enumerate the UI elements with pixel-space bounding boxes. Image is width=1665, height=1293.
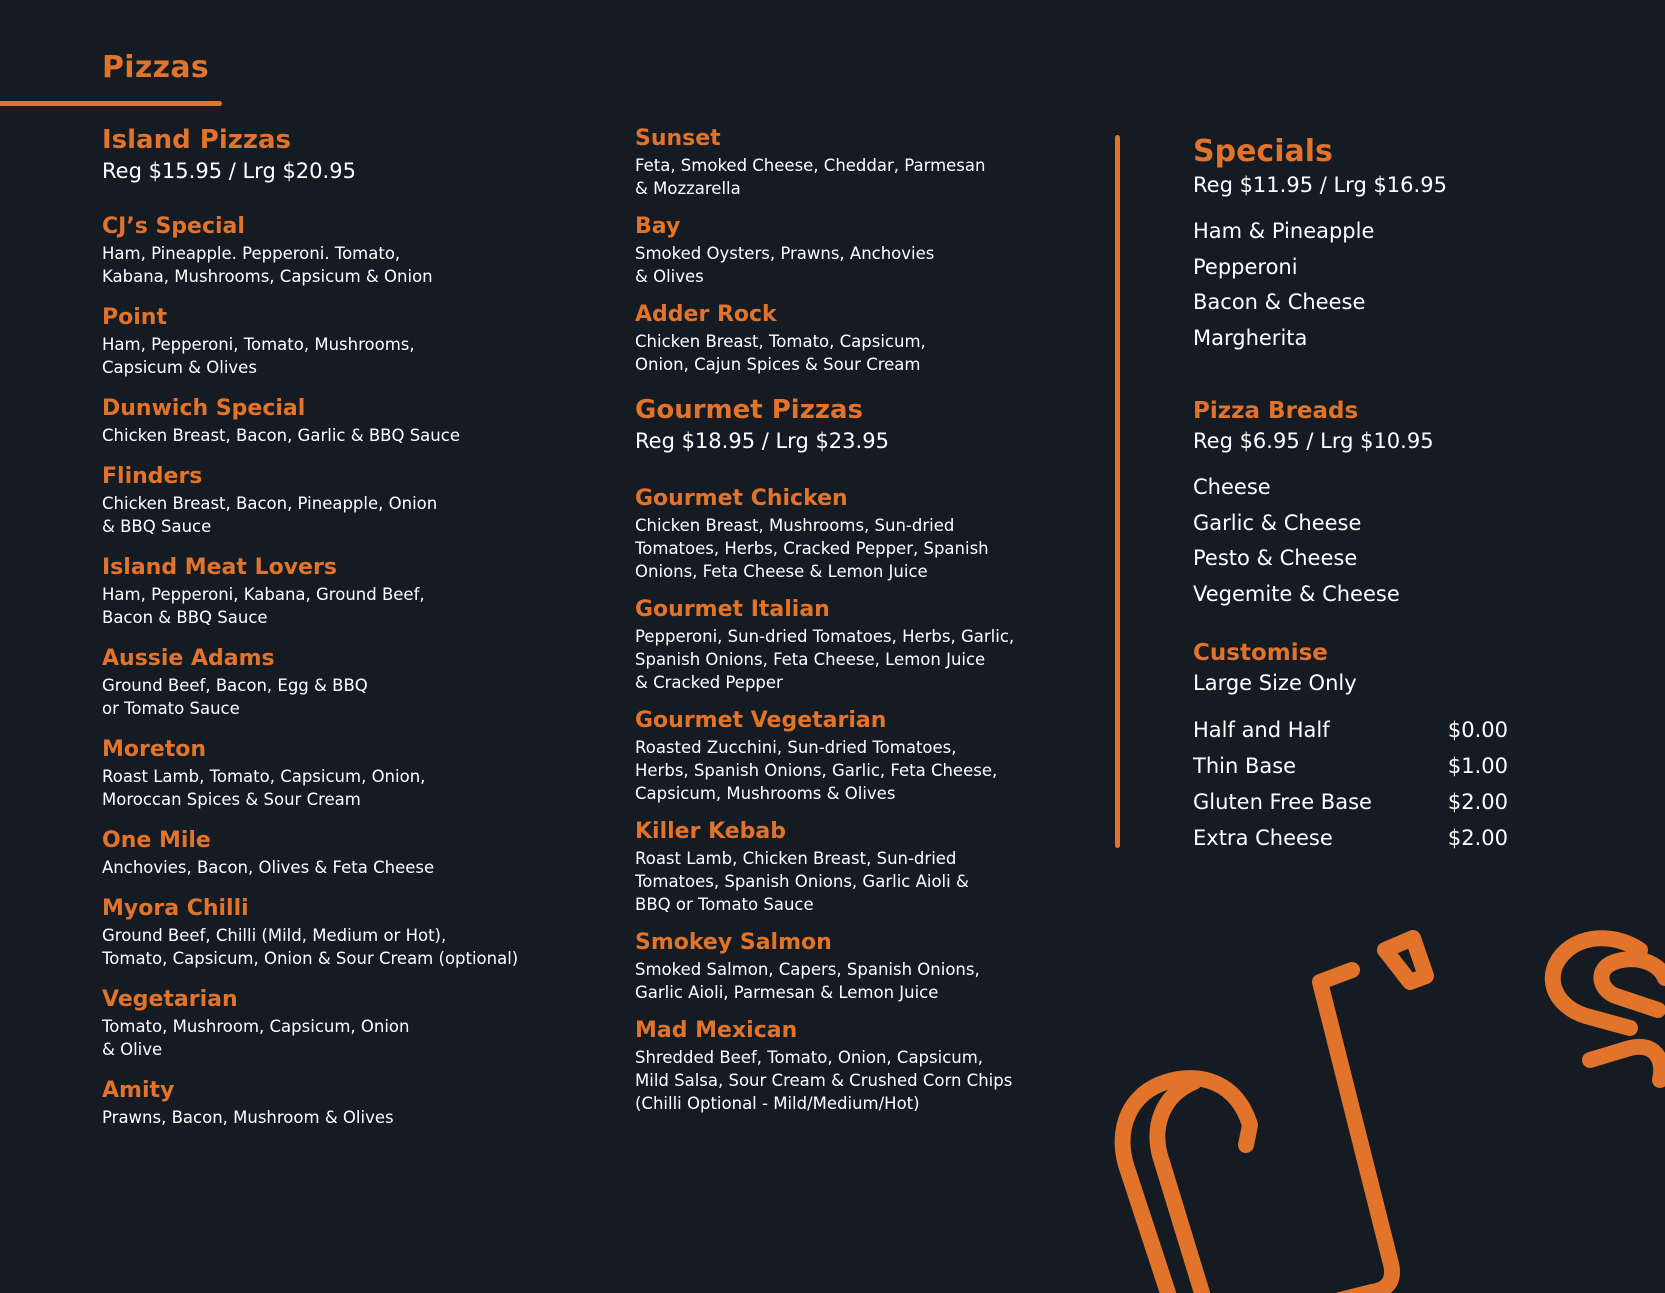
menu-item <box>635 1016 1065 1115</box>
menu-item-description: Tomato, Mushroom, Capsicum, Onion & Olive <box>102 1017 410 1059</box>
menu-item-description: Roast Lamb, Chicken Breast, Sun-dried Tomatoes, Spanish Onions, Garlic Aioli & BBQ or Tomato Sauce <box>635 849 969 914</box>
menu-item-name: Sunset <box>635 126 721 151</box>
menu-item <box>102 826 572 879</box>
menu-item-name: Gourmet Vegetarian <box>635 708 887 733</box>
list-item: Pepperoni <box>1193 254 1298 279</box>
menu-item-description: Chicken Breast, Mushrooms, Sun-dried Tomatoes, Herbs, Cracked Pepper, Spanish Onions, Feta Cheese & Lemon Juice <box>635 516 989 581</box>
menu-item <box>102 212 572 288</box>
option-price: $0.00 <box>1447 718 1508 742</box>
customise-title: Customise <box>1193 640 1328 666</box>
menu-item-name: Dunwich Special <box>102 396 306 421</box>
specials-price: Reg $11.95 / Lrg $16.95 <box>1193 173 1447 197</box>
menu-item <box>102 985 572 1061</box>
menu-item-name: Island Meat Lovers <box>102 555 337 580</box>
specials-list <box>1193 214 1523 356</box>
menu-item <box>635 817 1065 916</box>
menu-item-description: Ham, Pepperoni, Tomato, Mushrooms, Capsicum & Olives <box>102 335 415 377</box>
menu-item <box>635 928 1065 1004</box>
menu-item <box>635 124 1065 200</box>
customise-row <box>1193 748 1508 784</box>
list-item: Bacon & Cheese <box>1193 290 1366 314</box>
menu-item-name: Mad Mexican <box>635 1018 798 1043</box>
menu-item-name: Gourmet Italian <box>635 597 830 622</box>
menu-item <box>102 394 572 447</box>
menu-item-description: Roast Lamb, Tomato, Capsicum, Onion, Moroccan Spices & Sour Cream <box>102 767 426 809</box>
menu-item-name: Aussie Adams <box>102 646 275 671</box>
menu-item-name: Bay <box>635 214 681 239</box>
list-item: Cheese <box>1193 475 1271 499</box>
pizza-breads-title: Pizza Breads <box>1193 398 1359 424</box>
menu-item-description: Pepperoni, Sun-dried Tomatoes, Herbs, Garlic, Spanish Onions, Feta Cheese, Lemon Juice & Cracked Pepper <box>635 627 1015 692</box>
pizza-breads-list <box>1193 470 1523 612</box>
customise-options <box>1193 712 1523 856</box>
specials-column <box>1193 134 1523 856</box>
customise-row <box>1193 820 1508 856</box>
island-pizzas-title: Island Pizzas <box>102 125 292 155</box>
option-price: $1.00 <box>1447 754 1508 778</box>
menu-item-description: Chicken Breast, Bacon, Garlic & BBQ Sauce <box>102 426 460 445</box>
menu-item <box>102 1076 572 1129</box>
menu-item-description: Roasted Zucchini, Sun-dried Tomatoes, Herbs, Spanish Onions, Garlic, Feta Cheese, Capsicum, Mushrooms & Olives <box>635 738 998 803</box>
menu-item <box>635 484 1065 583</box>
menu-item <box>102 644 572 720</box>
menu-item-description: Chicken Breast, Bacon, Pineapple, Onion & BBQ Sauce <box>102 494 438 536</box>
gourmet-pizzas-price: Reg $18.95 / Lrg $23.95 <box>635 429 889 453</box>
pizza-breads-price: Reg $6.95 / Lrg $10.95 <box>1193 429 1434 453</box>
menu-item-name: Myora Chilli <box>102 896 249 921</box>
menu-item-name: Amity <box>102 1078 175 1103</box>
menu-item-description: Smoked Salmon, Capers, Spanish Onions, Garlic Aioli, Parmesan & Lemon Juice <box>635 960 980 1002</box>
option-name: Gluten Free Base <box>1193 790 1372 814</box>
menu-item-name: Flinders <box>102 464 203 489</box>
menu-item <box>635 300 1065 376</box>
menu-item-description: Chicken Breast, Tomato, Capsicum, Onion, Cajun Spices & Sour Cream <box>635 332 926 374</box>
list-item: Pesto & Cheese <box>1193 546 1358 570</box>
customise-row <box>1193 712 1508 748</box>
menu-item <box>635 595 1065 694</box>
menu-item <box>102 735 572 811</box>
island-pizzas-column <box>102 124 572 1144</box>
menu-item-description: Anchovies, Bacon, Olives & Feta Cheese <box>102 858 435 877</box>
menu-item-name: Smokey Salmon <box>635 930 832 955</box>
option-name: Half and Half <box>1193 718 1330 742</box>
menu-item-description: Shredded Beef, Tomato, Onion, Capsicum, Mild Salsa, Sour Cream & Crushed Corn Chips (Chilli Optional - Mild/Medium/Hot) <box>635 1048 1013 1113</box>
cjs-logo-icon <box>1110 930 1665 1293</box>
menu-item-description: Ham, Pepperoni, Kabana, Ground Beef, Bacon & BBQ Sauce <box>102 585 425 627</box>
option-name: Thin Base <box>1193 754 1297 778</box>
customise-note: Large Size Only <box>1193 671 1357 695</box>
customise-row <box>1193 784 1508 820</box>
specials-title: Specials <box>1193 134 1333 169</box>
menu-item-name: One Mile <box>102 828 211 853</box>
option-price: $2.00 <box>1447 826 1508 850</box>
menu-item-description: Feta, Smoked Cheese, Cheddar, Parmesan & Mozzarella <box>635 156 986 198</box>
menu-item-description: Ham, Pineapple. Pepperoni. Tomato, Kabana, Mushrooms, Capsicum & Onion <box>102 244 433 286</box>
menu-item-name: Killer Kebab <box>635 819 787 844</box>
menu-item-name: Moreton <box>102 737 207 762</box>
menu-item-name: Gourmet Chicken <box>635 486 848 511</box>
menu-item <box>102 462 572 538</box>
list-item: Garlic & Cheese <box>1193 510 1362 535</box>
title-underline <box>0 101 222 106</box>
gourmet-column <box>635 124 1065 1127</box>
column-divider <box>1115 135 1120 848</box>
menu-item-description: Ground Beef, Bacon, Egg & BBQ or Tomato Sauce <box>102 676 368 718</box>
menu-item <box>635 212 1065 288</box>
page-title: Pizzas <box>102 50 210 85</box>
island-pizzas-price: Reg $15.95 / Lrg $20.95 <box>102 159 356 183</box>
list-item: Vegemite & Cheese <box>1193 581 1400 606</box>
option-price: $2.00 <box>1447 790 1508 814</box>
menu-item-name: Adder Rock <box>635 302 777 327</box>
menu-item <box>102 303 572 379</box>
list-item: Ham & Pineapple <box>1193 219 1375 243</box>
option-name: Extra Cheese <box>1193 826 1333 850</box>
menu-item-name: Point <box>102 305 167 330</box>
menu-item-name: CJ’s Special <box>102 214 245 239</box>
menu-item-description: Ground Beef, Chilli (Mild, Medium or Hot), Tomato, Capsicum, Onion & Sour Cream (optional) <box>102 926 519 968</box>
menu-item <box>102 553 572 629</box>
menu-item <box>635 706 1065 805</box>
list-item: Margherita <box>1193 325 1308 350</box>
menu-item-name: Vegetarian <box>102 987 238 1012</box>
gourmet-pizzas-title: Gourmet Pizzas <box>635 395 863 425</box>
menu-item-description: Prawns, Bacon, Mushroom & Olives <box>102 1108 394 1127</box>
menu-item <box>102 894 572 970</box>
menu-item-description: Smoked Oysters, Prawns, Anchovies & Olives <box>635 244 935 286</box>
